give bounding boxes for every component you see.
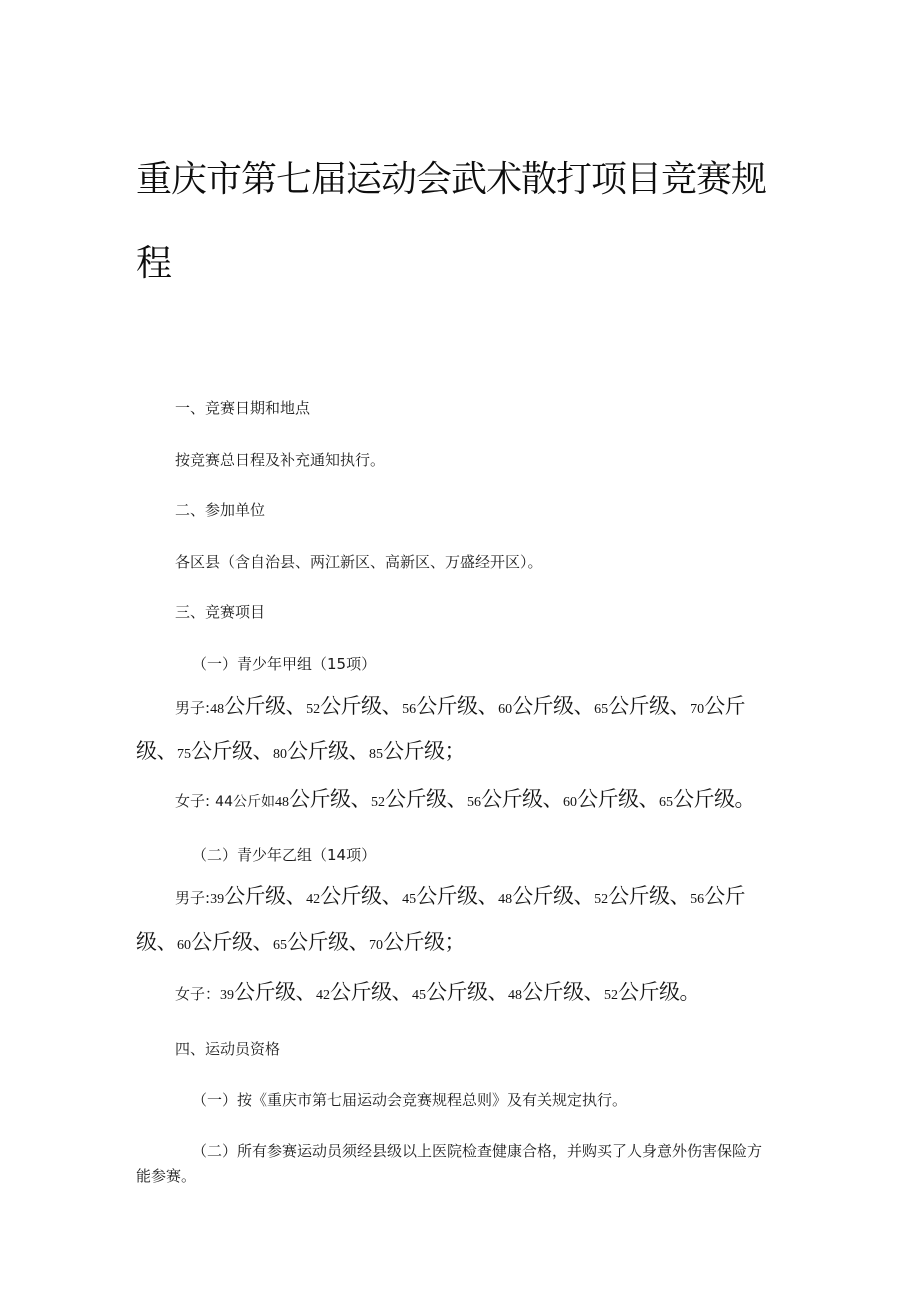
weight-number: 52 (604, 988, 619, 1003)
page-title-line-2: 程 (136, 243, 172, 284)
weight-number: 39 (210, 892, 225, 907)
weight-class-text: 公斤级。 (618, 980, 701, 1004)
weight-class-text: 公斤级、 (330, 980, 413, 1004)
weight-class-text: 公斤级、 (320, 884, 403, 908)
weight-class-text: 公斤级； (383, 739, 465, 763)
weight-number: 39 (220, 988, 235, 1003)
weight-class-text: 公斤级、 (512, 694, 595, 718)
weight-number: 70 (369, 938, 383, 953)
section-1-body: 按竞赛总日程及补充通知执行。 (175, 451, 386, 469)
weight-number: 80 (273, 747, 287, 762)
weight-class-text: 公斤级、 (191, 930, 273, 954)
group-a-men-prefix: 男子: (175, 699, 211, 717)
weight-class-text: 公斤 (704, 884, 746, 908)
weight-number: 56 (402, 702, 417, 717)
group-a-men-line-1 (175, 692, 745, 720)
weight-number: 65 (594, 702, 609, 717)
section-2-heading: 二、参加单位 (175, 501, 266, 519)
weight-number: 42 (316, 988, 331, 1003)
weight-number: 48 (210, 702, 225, 717)
weight-class-text: 公斤级、 (576, 787, 659, 811)
weight-class-text: 公斤级、 (480, 787, 563, 811)
weight-number: 45 (402, 892, 417, 907)
group-b-men-prefix: 男子: (175, 889, 211, 907)
section-4-heading: 四、运动员资格 (175, 1040, 281, 1058)
weight-number: 52 (370, 795, 385, 810)
weight-number: 48 (508, 988, 523, 1003)
section-4-item-2-line-2: 能参赛。 (136, 1167, 197, 1185)
weight-class-text: 公斤级、 (288, 787, 371, 811)
weight-number: 42 (306, 892, 321, 907)
weight-number: 60 (498, 702, 513, 717)
weight-number: 70 (690, 702, 705, 717)
section-3-heading: 三、竞赛项目 (175, 603, 266, 621)
weight-number: 45 (412, 988, 427, 1003)
page-title-line-1: 重庆市第七届运动会武术散打项目竞赛规 (136, 159, 767, 200)
group-b-label: （二）青少年乙组（14项） (192, 846, 377, 864)
weight-class-text: 公斤级、 (320, 694, 403, 718)
group-a-women-prefix: 女子: (175, 792, 211, 810)
weight-class-text: 公斤级。 (672, 787, 755, 811)
weight-number: 48 (274, 795, 289, 810)
weight-class-text: 公斤级、 (224, 884, 307, 908)
section-4-item-1: （一）按《重庆市第七届运动会竞赛规程总则》及有关规定执行。 (192, 1091, 628, 1109)
weight-class-text: 公斤级、 (416, 884, 499, 908)
weight-number: 56 (690, 892, 705, 907)
weight-class-text: 公斤级、 (416, 694, 499, 718)
group-b-men-line-1 (175, 882, 745, 910)
weight-class-text: 公斤 (704, 694, 746, 718)
weight-class-text: 公斤级、 (234, 980, 317, 1004)
weight-number: 48 (498, 892, 513, 907)
weight-number: 65 (273, 938, 287, 953)
group-a-men-line-2-lead: 级、 (136, 739, 177, 763)
section-1-heading: 一、竞赛日期和地点 (175, 399, 311, 417)
weight-class-text: 公斤级、 (287, 739, 369, 763)
weight-number: 60 (562, 795, 577, 810)
group-b-men-line-2-lead: 级、 (136, 930, 177, 954)
group-b-women-prefix: 女子： (175, 985, 221, 1003)
section-2-body: 各区县（含自治县、两江新区、高新区、万盛经开区）。 (175, 553, 543, 571)
weight-class-text: 公斤级、 (512, 884, 595, 908)
weight-class-text: 公斤级、 (608, 884, 691, 908)
group-a-men-line-2 (136, 737, 465, 765)
weight-number: 65 (658, 795, 673, 810)
group-b-men-line-2 (136, 928, 465, 956)
weight-class-text: 公斤级、 (384, 787, 467, 811)
weight-number: 60 (177, 938, 191, 953)
weight-number: 85 (369, 747, 383, 762)
group-b-women-line (175, 978, 700, 1006)
group-a-label: （一）青少年甲组（15项） (192, 655, 377, 673)
weight-class-text: 公斤级、 (426, 980, 509, 1004)
weight-class-text: 公斤级、 (608, 694, 691, 718)
weight-number: 52 (306, 702, 321, 717)
weight-number: 52 (594, 892, 609, 907)
group-a-women-line (175, 785, 755, 813)
weight-class-text: 公斤级、 (287, 930, 369, 954)
group-a-women-first: 44公斤如 (215, 794, 275, 810)
weight-number: 75 (177, 747, 191, 762)
weight-class-text: 公斤级、 (522, 980, 605, 1004)
section-4-item-2-line-1: （二）所有参赛运动员须经县级以上医院检查健康合格，并购买了人身意外伤害保险方 (192, 1142, 763, 1160)
weight-class-text: 公斤级、 (191, 739, 273, 763)
weight-class-text: 公斤级； (383, 930, 465, 954)
weight-class-text: 公斤级、 (224, 694, 307, 718)
weight-number: 56 (466, 795, 481, 810)
